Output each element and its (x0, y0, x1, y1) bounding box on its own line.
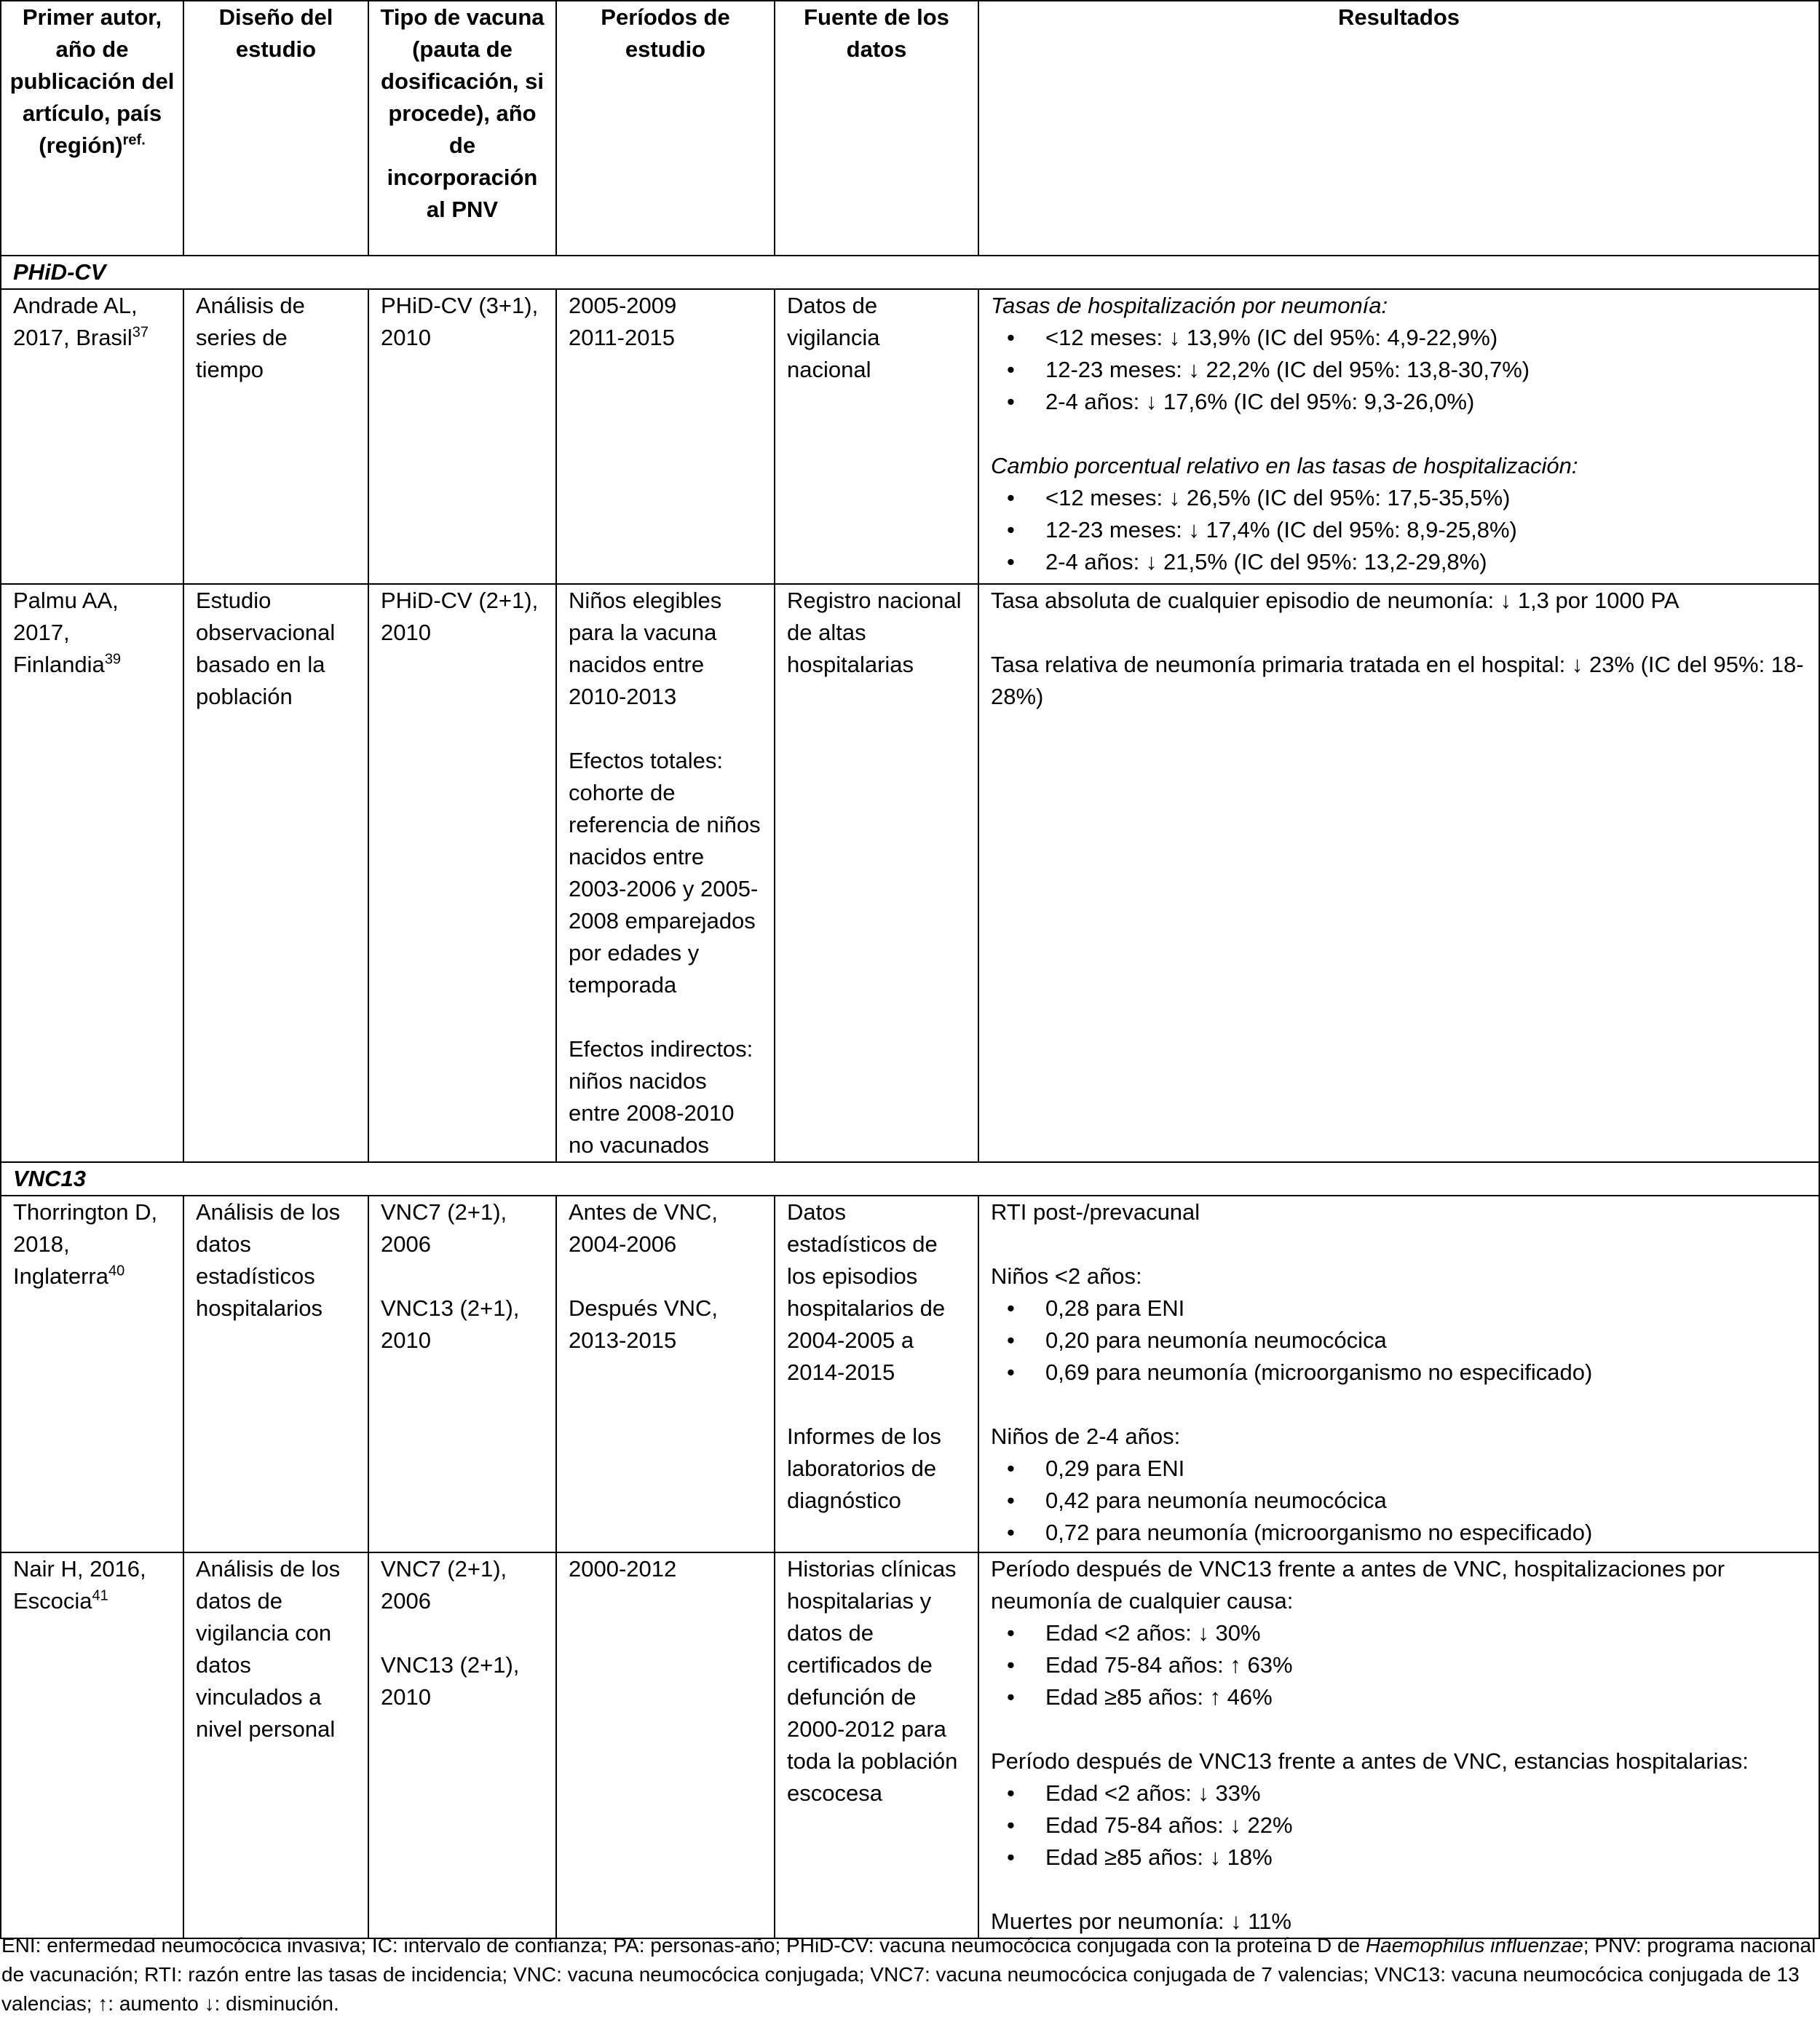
list-item: • 2-4 años: ↓ 21,5% (IC del 95%: 13,2-29,8%) (991, 546, 1807, 578)
list-item: • Edad ≥85 años: ↑ 46% (991, 1681, 1807, 1713)
author-cell: Andrade AL, 2017, Brasil$^{37}$ (1, 289, 183, 584)
results-cell: RTI post-/prevacunal Niños <2 años: • 0,28 para ENI • 0,20 para neumonía neumocócica • 0,69 para neumonía (microorganismo no especificado) Niños de 2-4 años: • 0,29 para ENI • 0,42 para neumonía neumocócica • 0,72 para neumonía (microorganismo no especificado) (978, 1196, 1819, 1552)
period-cell: 2000-2012 (556, 1552, 775, 1938)
source-cell: Registro nacional de altas hospitalarias (775, 584, 978, 1162)
section-title-phid: PHiD-CV (1, 256, 1819, 289)
list-item: • Edad <2 años: ↓ 30% (991, 1617, 1807, 1649)
results-list (991, 1777, 1807, 1874)
list-item: • 0,69 para neumonía (microorganismo no especificado) (991, 1357, 1807, 1389)
list-item: • 2-4 años: ↓ 17,6% (IC del 95%: 9,3-26,0%) (991, 386, 1807, 418)
list-item: • 0,72 para neumonía (microorganismo no especificado) (991, 1517, 1807, 1549)
footnote: ENI: enfermedad neumocócica invasiva; IC: intervalo de confianza; PA: personas-año; PHiD-CV: vacuna neumocócica conjugada con la proteína D de Haemophilus influenzae; PNV: programa nacional de vacunación; RTI: razón entre las tasas de incidencia; VNC: vacuna neumocócica conjugada; VNC7: vacuna neumocócica conjugada de 7 valencias; VNC13: vacuna neumocócica conjugada de 13 valencias; ↑: aumento ↓: disminución. (1, 1934, 1816, 2015)
list-item: • <12 meses: ↓ 26,5% (IC del 95%: 17,5-35,5%) (991, 482, 1807, 514)
period-cell: Antes de VNC, 2004-2006 Después VNC, 2013-2015 (556, 1196, 775, 1552)
source-cell: Historias clínicas hospitalarias y datos de certificados de defunción de 2000-2012 para toda la población escocesa (775, 1552, 978, 1938)
list-item: • 0,20 para neumonía neumocócica (991, 1325, 1807, 1357)
source-cell: Datos de vigilancia nacional (775, 289, 978, 584)
table-row (1, 289, 1819, 584)
list-item: • Edad ≥85 años: ↓ 18% (991, 1842, 1807, 1874)
section-row-phid (1, 256, 1819, 289)
results-list (991, 482, 1807, 578)
results-list (991, 1617, 1807, 1713)
section-title-vnc13: VNC13 (1, 1162, 1819, 1196)
header-source: Fuente de los datos (775, 1, 978, 256)
design-cell: Análisis de los datos de vigilancia con datos vinculados a nivel personal (183, 1552, 368, 1938)
period-cell: Niños elegibles para la vacuna nacidos entre 2010-2013 Efectos totales: cohorte de referencia de niños nacidos entre 2003-2006 y 2005-2008 emparejados por edades y temporada Efectos indirectos: niños nacidos entre 2008-2010 no vacunados (556, 584, 775, 1162)
results-cell: Tasas de hospitalización por neumonía: • <12 meses: ↓ 13,9% (IC del 95%: 4,9-22,9%) • 12-23 meses: ↓ 22,2% (IC del 95%: 13,8-30,7%) • 2-4 años: ↓ 17,6% (IC del 95%: 9,3-26,0%) Cambio porcentual relativo en las tasas de hospitalización: • <12 meses: ↓ 26,5% (IC del 95%: 17,5-35,5%) • 12-23 meses: ↓ 17,4% (IC del 95%: 8,9-25,8%) • 2-4 años: ↓ 21,5% (IC del 95%: 13,2-29,8%) (978, 289, 1819, 584)
header-results: Resultados (978, 1, 1819, 256)
author-cell: Palmu AA, 2017, Finlandia$^{39}$ (1, 584, 183, 1162)
author-cell: Thorrington D, 2018, Inglaterra$^{40}$ (1, 1196, 183, 1552)
results-list (991, 1453, 1807, 1549)
design-cell: Estudio observacional basado en la población (183, 584, 368, 1162)
header-author: Primer autor, año de publicación del artículo, país (región)$^{ref.}$ (1, 1, 183, 256)
header-periods: Períodos de estudio (556, 1, 775, 256)
list-item: • 12-23 meses: ↓ 17,4% (IC del 95%: 8,9-25,8%) (991, 514, 1807, 546)
source-cell: Datos estadísticos de los episodios hospitalarios de 2004-2005 a 2014-2015 Informes de los laboratorios de diagnóstico (775, 1196, 978, 1552)
list-item: • 0,29 para ENI (991, 1453, 1807, 1485)
vaccine-cell: PHiD-CV (3+1), 2010 (368, 289, 556, 584)
list-item: • Edad <2 años: ↓ 33% (991, 1777, 1807, 1809)
list-item: • 0,42 para neumonía neumocócica (991, 1485, 1807, 1517)
list-item: • 0,28 para ENI (991, 1292, 1807, 1325)
period-cell: 2005-2009 2011-2015 (556, 289, 775, 584)
header-vaccine: Tipo de vacuna (pauta de dosificación, si procede), año de incorporación al PNV (368, 1, 556, 256)
table-row (1, 1196, 1819, 1552)
results-cell: Tasa absoluta de cualquier episodio de neumonía: ↓ 1,3 por 1000 PA Tasa relativa de neumonía primaria tratada en el hospital: ↓ 23% (IC del 95%: 18-28%) (978, 584, 1819, 1162)
design-cell: Análisis de los datos estadísticos hospitalarios (183, 1196, 368, 1552)
header-row (1, 1, 1819, 256)
table-row (1, 1552, 1819, 1938)
list-item: • <12 meses: ↓ 13,9% (IC del 95%: 4,9-22,9%) (991, 322, 1807, 354)
section-row-vnc13 (1, 1162, 1819, 1196)
results-list (991, 322, 1807, 418)
vaccine-cell: PHiD-CV (2+1), 2010 (368, 584, 556, 1162)
author-cell: Nair H, 2016, Escocia$^{41}$ (1, 1552, 183, 1938)
list-item: • Edad 75-84 años: ↑ 63% (991, 1649, 1807, 1681)
results-list (991, 1292, 1807, 1389)
design-cell: Análisis de series de tiempo (183, 289, 368, 584)
vaccine-cell: VNC7 (2+1), 2006 VNC13 (2+1), 2010 (368, 1196, 556, 1552)
header-design: Diseño del estudio (183, 1, 368, 256)
list-item: • 12-23 meses: ↓ 22,2% (IC del 95%: 13,8-30,7%) (991, 354, 1807, 386)
results-cell: Período después de VNC13 frente a antes de VNC, hospitalizaciones por neumonía de cualquier causa: • Edad <2 años: ↓ 30% • Edad 75-84 años: ↑ 63% • Edad ≥85 años: ↑ 46% Período después de VNC13 frente a antes de VNC, estancias hospitalarias: • Edad <2 años: ↓ 33% • Edad 75-84 años: ↓ 22% • Edad ≥85 años: ↓ 18% Muertes por neumonía: ↓ 11% (978, 1552, 1819, 1938)
table-row (1, 584, 1819, 1162)
vaccine-cell: VNC7 (2+1), 2006 VNC13 (2+1), 2010 (368, 1552, 556, 1938)
list-item: • Edad 75-84 años: ↓ 22% (991, 1809, 1807, 1842)
